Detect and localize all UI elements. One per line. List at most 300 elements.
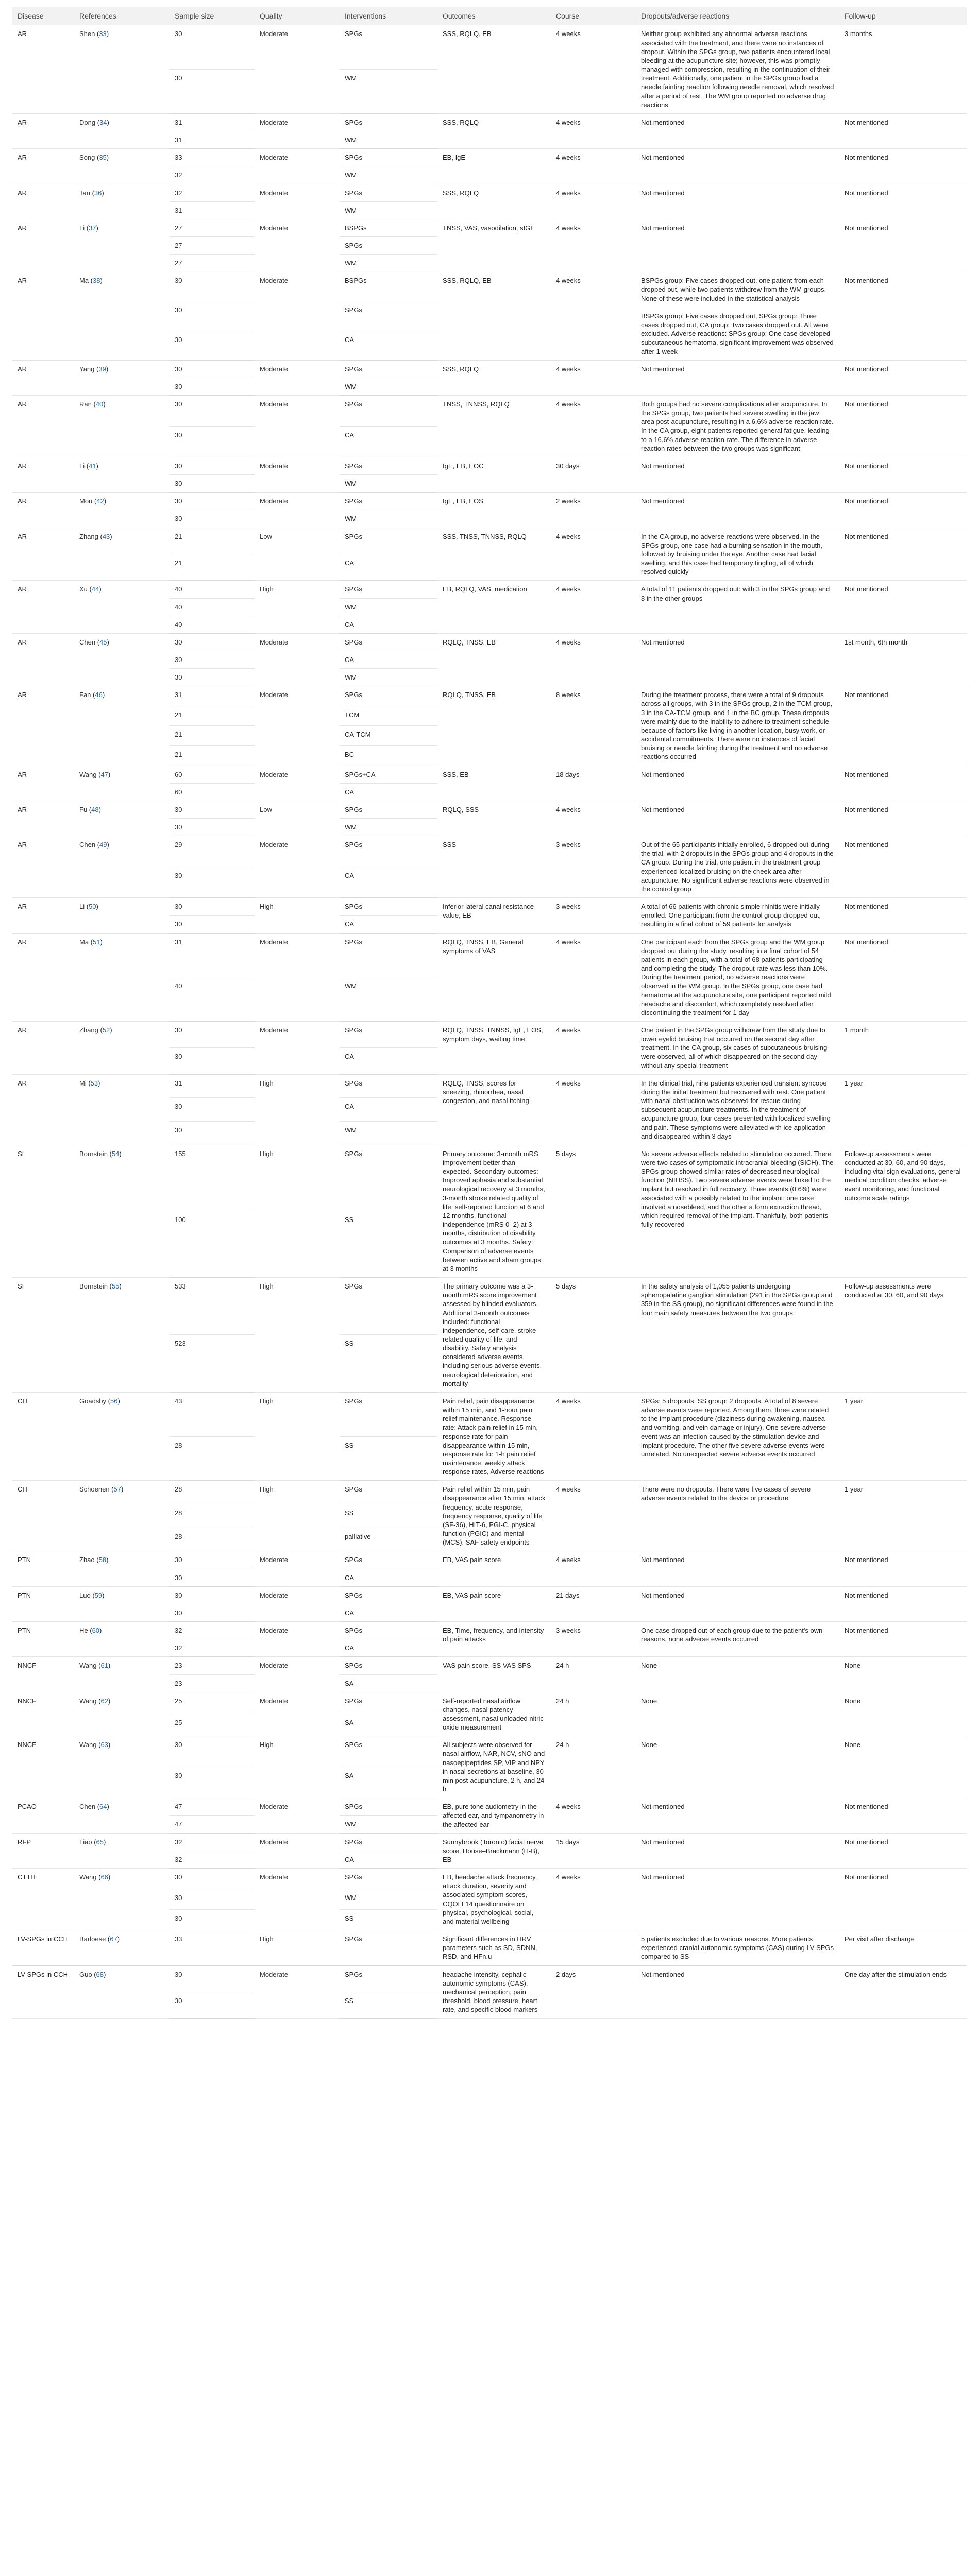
reference-link[interactable]: 33 [99, 30, 107, 38]
cell-sample-size: 21 [170, 554, 255, 580]
cell-course: 5 days [551, 1278, 636, 1393]
reference-author: Li [79, 903, 85, 911]
cell-outcomes: SSS, TNSS, TNNSS, RQLQ [437, 528, 551, 581]
cell-sample-size: 30 [170, 633, 255, 651]
cell-follow-up: Not mentioned [839, 1833, 967, 1868]
cell-outcomes: Pain relief within 15 min, pain disappearance after 15 min, attack frequency, acute response, frequency response, quality of life (SF-36), HIT-6, PGI-C, physical function (PGIC) and mental (MCS), SAF safety endpoints [437, 1481, 551, 1551]
cell-outcomes: SSS, EB [437, 766, 551, 801]
reference-author: Li [79, 224, 85, 232]
cell-reference: Chen (64) [74, 1798, 170, 1833]
reference-link[interactable]: 59 [94, 1591, 103, 1599]
cell-sample-size: 23 [170, 1674, 255, 1692]
cell-reference: Schoenen (57) [74, 1481, 170, 1551]
cell-sample-size: 33 [170, 149, 255, 166]
cell-dropouts: In the CA group, no adverse reactions were observed. In the SPGs group, one case had a burning sensation in the mouth, followed by bruising under the eye. Another case had facial swelling, and this case had temporary tingling, all of which resolved quickly [636, 528, 839, 581]
cell-outcomes: EB, pure tone audiometry in the affected ear, and tympanometry in the affected ear [437, 1798, 551, 1833]
cell-disease: CH [12, 1392, 74, 1480]
cell-disease: NNCF [12, 1736, 74, 1798]
cell-intervention: SS [340, 1436, 437, 1481]
cell-reference: Ma (38) [74, 272, 170, 360]
reference-author: Wang [79, 1873, 97, 1882]
cell-follow-up: None [839, 1692, 967, 1736]
reference-link[interactable]: 34 [99, 118, 107, 126]
cell-reference: Zhang (52) [74, 1021, 170, 1074]
cell-sample-size: 30 [170, 916, 255, 933]
cell-follow-up: 1 month [839, 1021, 967, 1074]
cell-disease: AR [12, 686, 74, 766]
cell-disease: AR [12, 457, 74, 492]
cell-outcomes: TNSS, TNNSS, RQLQ [437, 396, 551, 457]
cell-reference: Li (41) [74, 457, 170, 492]
cell-intervention: WM [340, 669, 437, 686]
header-references: References [74, 7, 170, 25]
cell-sample-size: 25 [170, 1714, 255, 1736]
cell-sample-size: 30 [170, 867, 255, 898]
cell-quality: Moderate [255, 113, 340, 148]
cell-sample-size: 33 [170, 1930, 255, 1965]
reference-link[interactable]: 58 [98, 1556, 107, 1564]
table-row [12, 766, 967, 783]
cell-sample-size: 30 [170, 1992, 255, 2018]
cell-disease: AR [12, 836, 74, 898]
cell-course: 4 weeks [551, 272, 636, 360]
cell-intervention: CA [340, 783, 437, 801]
cell-sample-size: 47 [170, 1816, 255, 1833]
cell-reference: Luo (59) [74, 1586, 170, 1621]
cell-intervention: WM [340, 70, 437, 114]
cell-course: 30 days [551, 457, 636, 492]
cell-quality: Moderate [255, 633, 340, 686]
reference-link[interactable]: 60 [92, 1626, 100, 1635]
cell-intervention: CA [340, 1098, 437, 1122]
cell-outcomes: The primary outcome was a 3-month mRS score improvement assessed by blinded evaluators. Additional 3-month outcomes included: functional independence, self-care, stroke-related quality of life, and disability. Safety analysis considered adverse events, including serious adverse events, neurological deterioration, and mortality [437, 1278, 551, 1393]
cell-intervention: CA [340, 916, 437, 933]
cell-follow-up: Not mentioned [839, 1869, 967, 1930]
cell-disease: LV-SPGs in CCH [12, 1930, 74, 1965]
reference-link[interactable]: 52 [102, 1026, 110, 1034]
cell-dropouts: None [636, 1692, 839, 1736]
cell-outcomes: TNSS, VAS, vasodilation, sIGE [437, 219, 551, 272]
reference-author: Mou [79, 497, 93, 505]
cell-sample-size: 30 [170, 272, 255, 301]
reference-link[interactable]: 63 [100, 1741, 108, 1749]
cell-sample-size: 47 [170, 1798, 255, 1816]
cell-dropouts: Not mentioned [636, 1798, 839, 1833]
cell-outcomes: RQLQ, TNSS, TNNSS, IgE, EOS, symptom days, waiting time [437, 1021, 551, 1074]
cell-disease: AR [12, 898, 74, 933]
cell-disease: NNCF [12, 1657, 74, 1692]
cell-quality: Moderate [255, 25, 340, 113]
cell-intervention: SPGs [340, 493, 437, 510]
cell-sample-size: 30 [170, 1586, 255, 1604]
cell-disease: PTN [12, 1622, 74, 1657]
cell-reference: Fan (46) [74, 686, 170, 766]
cell-intervention: SA [340, 1714, 437, 1736]
cell-intervention: SPGs [340, 1278, 437, 1335]
cell-follow-up: Not mentioned [839, 1551, 967, 1586]
cell-dropouts: Both groups had no severe complications after acupuncture. In the SPGs group, two patients had severe swelling in the jaw area post-acupuncture, resulting in a 6.6% adverse reaction rate. In the CA group, eight patients reported general fatigue, leading to a 16.6% adverse reaction rate. The difference in adverse reaction rates between the two groups was significant [636, 396, 839, 457]
cell-disease: NNCF [12, 1692, 74, 1736]
reference-link[interactable]: 43 [102, 532, 110, 540]
cell-dropouts: BSPGs group: Five cases dropped out, one patient from each dropped out, while two patients withdrew from the WM groups. None of these were included in the statistical analysis BSPGs group: Five cases dropped out, SPGs group: Three cases dropped out, CA group: Two cases dropped out. All were excluded. Adverse reactions: SPGs group: One case developed subcutaneous hematoma, significant improvement was observed after 1 week [636, 272, 839, 360]
cell-course: 4 weeks [551, 396, 636, 457]
cell-reference: Wang (66) [74, 1869, 170, 1930]
cell-reference: Liao (65) [74, 1833, 170, 1868]
cell-sample-size: 40 [170, 977, 255, 1022]
cell-reference: Song (35) [74, 149, 170, 184]
table-row [12, 1551, 967, 1569]
cell-intervention: SS [340, 1335, 437, 1392]
cell-sample-size: 100 [170, 1211, 255, 1278]
cell-dropouts: Not mentioned [636, 457, 839, 492]
cell-sample-size: 30 [170, 1965, 255, 1992]
reference-link[interactable]: 47 [100, 770, 108, 778]
cell-sample-size: 30 [170, 898, 255, 916]
reference-link[interactable]: 65 [96, 1838, 104, 1846]
cell-outcomes: VAS pain score, SS VAS SPS [437, 1657, 551, 1692]
cell-course [551, 1930, 636, 1965]
reference-link[interactable]: 51 [93, 938, 100, 946]
cell-follow-up: Not mentioned [839, 457, 967, 492]
cell-intervention: CA [340, 1604, 437, 1621]
cell-quality: Moderate [255, 1869, 340, 1930]
cell-intervention: SPGs [340, 898, 437, 916]
cell-dropouts: Not mentioned [636, 1869, 839, 1930]
cell-reference: Shen (33) [74, 25, 170, 113]
cell-course: 3 weeks [551, 836, 636, 898]
cell-intervention: BC [340, 745, 437, 766]
cell-intervention: CA [340, 1639, 437, 1657]
reference-link[interactable]: 46 [95, 691, 103, 699]
cell-reference: Wang (47) [74, 766, 170, 801]
reference-link[interactable]: 50 [89, 903, 96, 911]
cell-follow-up: Not mentioned [839, 1586, 967, 1621]
cell-reference: Chen (49) [74, 836, 170, 898]
cell-intervention: SPGs [340, 1021, 437, 1047]
cell-reference: Ran (40) [74, 396, 170, 457]
cell-quality: Low [255, 528, 340, 581]
cell-sample-size: 30 [170, 25, 255, 70]
reference-link[interactable]: 56 [110, 1397, 118, 1405]
reference-author: Chen [79, 1803, 96, 1811]
cell-outcomes: EB, VAS pain score [437, 1586, 551, 1621]
cell-sample-size: 155 [170, 1145, 255, 1211]
cell-dropouts: Not mentioned [636, 801, 839, 836]
cell-sample-size: 30 [170, 1569, 255, 1586]
cell-follow-up: Not mentioned [839, 493, 967, 528]
cell-sample-size: 30 [170, 396, 255, 427]
cell-follow-up: Follow-up assessments were conducted at 30, 60, and 90 days [839, 1278, 967, 1393]
cell-course: 2 days [551, 1965, 636, 2019]
cell-reference: Zhao (58) [74, 1551, 170, 1586]
cell-quality: Moderate [255, 1622, 340, 1657]
cell-intervention: SA [340, 1674, 437, 1692]
cell-course: 4 weeks [551, 25, 636, 113]
table-row [12, 898, 967, 916]
cell-sample-size: 32 [170, 1833, 255, 1851]
cell-intervention: SPGs [340, 686, 437, 706]
cell-course: 4 weeks [551, 149, 636, 184]
cell-dropouts: Not mentioned [636, 219, 839, 272]
cell-dropouts: One case dropped out of each group due to the patient's own reasons, none adverse events occurred [636, 1622, 839, 1657]
cell-intervention: CA [340, 554, 437, 580]
cell-sample-size: 523 [170, 1335, 255, 1392]
reference-link[interactable]: 64 [99, 1803, 107, 1811]
cell-follow-up: 3 months [839, 25, 967, 113]
cell-sample-size: 27 [170, 219, 255, 236]
reference-link[interactable]: 41 [89, 462, 96, 470]
reference-link[interactable]: 68 [96, 1970, 104, 1978]
cell-intervention: SPGs [340, 801, 437, 818]
cell-course: 4 weeks [551, 1481, 636, 1551]
cell-dropouts: One participant each from the SPGs group and the WM group dropped out during the study, resulting in a final cohort of 54 patients in each group, with a total of 68 patients participating and completing the study. The dropout rate was less than 10%. During the treatment period, no adverse reactions were observed in the WM group. In the SPGs group, one case had hematoma at the acupuncture site, one participant reported mild headache and discomfort, which completely resolved after discontinuing the treatment for 1 day [636, 933, 839, 1021]
cell-intervention: WM [340, 255, 437, 272]
cell-sample-size: 30 [170, 1048, 255, 1074]
cell-quality: Moderate [255, 272, 340, 360]
reference-link[interactable]: 39 [98, 365, 106, 373]
cell-sample-size: 30 [170, 301, 255, 331]
cell-outcomes: SSS [437, 836, 551, 898]
cell-reference: Tan (36) [74, 184, 170, 219]
table-row [12, 633, 967, 651]
cell-intervention: SPGs [340, 457, 437, 474]
table-row [12, 1622, 967, 1639]
reference-link[interactable]: 62 [100, 1697, 108, 1705]
cell-reference: Ma (51) [74, 933, 170, 1021]
cell-dropouts: One patient in the SPGs group withdrew from the study due to lower eyelid bruising that occurred on the second day after treatment. In the CA group, six cases of subcutaneous bruising were observed, all of which disappeared on the second day without any special treatment [636, 1021, 839, 1074]
cell-sample-size: 30 [170, 426, 255, 457]
reference-author: Liao [79, 1838, 92, 1846]
cell-sample-size: 32 [170, 1639, 255, 1657]
cell-sample-size: 30 [170, 493, 255, 510]
cell-quality: Moderate [255, 1798, 340, 1833]
cell-disease: AR [12, 149, 74, 184]
reference-link[interactable]: 66 [100, 1873, 108, 1882]
table-row [12, 686, 967, 706]
cell-outcomes: Significant differences in HRV parameters such as SD, SDNN, RSD, and HFn.u [437, 1930, 551, 1965]
cell-sample-size: 30 [170, 1869, 255, 1889]
cell-disease: AR [12, 493, 74, 528]
cell-intervention: WM [340, 201, 437, 219]
cell-intervention: SPGs [340, 1586, 437, 1604]
cell-follow-up: One day after the stimulation ends [839, 1965, 967, 2019]
cell-dropouts: Not mentioned [636, 1965, 839, 2019]
cell-disease: AR [12, 633, 74, 686]
table-row [12, 528, 967, 554]
cell-disease: AR [12, 272, 74, 360]
reference-author: Li [79, 462, 85, 470]
cell-sample-size: 30 [170, 1021, 255, 1047]
cell-reference: Chen (45) [74, 633, 170, 686]
cell-disease: AR [12, 933, 74, 1021]
cell-follow-up: Not mentioned [839, 149, 967, 184]
reference-link[interactable]: 48 [91, 805, 99, 814]
cell-intervention: SPGs [340, 1622, 437, 1639]
cell-sample-size: 40 [170, 581, 255, 598]
table-row [12, 1278, 967, 1335]
cell-intervention: SS [340, 1992, 437, 2018]
cell-dropouts: Not mentioned [636, 149, 839, 184]
cell-intervention: SPGs [340, 1481, 437, 1504]
cell-sample-size: 27 [170, 236, 255, 254]
cell-sample-size: 533 [170, 1278, 255, 1335]
cell-outcomes: EB, IgE [437, 149, 551, 184]
cell-outcomes: EB, headache attack frequency, attack duration, severity and associated symptom scores, CQOLI 14 questionnaire on physical, psychological, social, and material wellbeing [437, 1869, 551, 1930]
cell-intervention: CA [340, 426, 437, 457]
table-row [12, 184, 967, 201]
reference-link[interactable]: 53 [90, 1079, 98, 1087]
cell-quality: Moderate [255, 1692, 340, 1736]
cell-follow-up: Not mentioned [839, 1798, 967, 1833]
reference-author: Dong [79, 118, 96, 126]
cell-reference: Bornstein (54) [74, 1145, 170, 1277]
cell-dropouts: A total of 11 patients dropped out: with 3 in the SPGs group and 8 in the other groups [636, 581, 839, 633]
table-row [12, 1145, 967, 1211]
reference-link[interactable]: 57 [113, 1485, 121, 1494]
cell-outcomes: Sunnybrook (Toronto) facial nerve score, House–Brackmann (H-B), EB [437, 1833, 551, 1868]
reference-author: Fu [79, 805, 88, 814]
cell-disease: AR [12, 396, 74, 457]
cell-sample-size: 40 [170, 598, 255, 616]
cell-sample-size: 31 [170, 1074, 255, 1098]
header-sample-size: Sample size [170, 7, 255, 25]
cell-quality: High [255, 1074, 340, 1145]
cell-quality: Moderate [255, 396, 340, 457]
cell-outcomes: All subjects were observed for nasal airflow, NAR, NCV, sNO and nasoepipeptides SP, VIP and NPY in nasal secretions at baseline, 30 min post-acupuncture, 2 h, and 24 h [437, 1736, 551, 1798]
cell-course: 4 weeks [551, 1551, 636, 1586]
cell-reference: Wang (62) [74, 1692, 170, 1736]
studies-table [12, 7, 967, 2019]
reference-author: Schoenen [79, 1485, 110, 1494]
cell-reference: Guo (68) [74, 1965, 170, 2019]
cell-follow-up: Not mentioned [839, 113, 967, 148]
cell-course: 15 days [551, 1833, 636, 1868]
reference-link[interactable]: 49 [99, 841, 107, 849]
cell-disease: AR [12, 801, 74, 836]
cell-outcomes: RQLQ, TNSS, EB, General symptoms of VAS [437, 933, 551, 1021]
cell-disease: AR [12, 1021, 74, 1074]
cell-dropouts: Neither group exhibited any abnormal adverse reactions associated with the treatment, and there were no instances of dropout. Within the SPGs group, two patients encountered local bleeding at the acupuncture site; however, this was promptly managed with compression, resulting in the continuation of their treatment. Additionally, one patient in the SPGs group had a needle fainting reaction following needle removal, which resolved after a period of rest. The WM group reported no adverse drug reactions [636, 25, 839, 113]
cell-intervention: SPGs [340, 633, 437, 651]
cell-dropouts: In the safety analysis of 1,055 patients undergoing sphenopalatine ganglion stimulation (291 in the SPGs group and 359 in the SS group), no significant differences were found in the four main safety measures between the two groups [636, 1278, 839, 1393]
reference-link[interactable]: 35 [99, 154, 107, 162]
cell-quality: Moderate [255, 457, 340, 492]
table-row [12, 219, 967, 236]
reference-link[interactable]: 36 [94, 189, 102, 197]
cell-quality: High [255, 1736, 340, 1798]
reference-link[interactable]: 42 [96, 497, 104, 505]
cell-quality: Moderate [255, 1021, 340, 1074]
cell-intervention: SPGs [340, 149, 437, 166]
cell-dropouts: SPGs: 5 dropouts; SS group: 2 dropouts. A total of 8 severe adverse events were reported. Among them, three were related to the implant procedure (dizziness during awakening, nausea and vomiting, and vein damage or injury). One severe adverse event was an infection caused by the stimulation device and implant procedure. The other five severe adverse events were unrelated. No unexpected severe adverse events occurred [636, 1392, 839, 1480]
cell-course: 5 days [551, 1145, 636, 1277]
table-row [12, 933, 967, 977]
cell-sample-size: 30 [170, 801, 255, 818]
cell-intervention: CA [340, 867, 437, 898]
cell-follow-up: None [839, 1657, 967, 1692]
cell-intervention: SPGs [340, 1798, 437, 1816]
cell-follow-up: 1 year [839, 1481, 967, 1551]
cell-intervention: WM [340, 1816, 437, 1833]
cell-follow-up: Not mentioned [839, 686, 967, 766]
reference-author: Barloese [79, 1935, 106, 1943]
cell-quality: Moderate [255, 933, 340, 1021]
cell-disease: AR [12, 1074, 74, 1145]
header-follow-up: Follow-up [839, 7, 967, 25]
cell-sample-size: 30 [170, 1736, 255, 1767]
reference-author: Wang [79, 770, 97, 778]
reference-link[interactable]: 61 [100, 1662, 108, 1670]
cell-sample-size: 60 [170, 783, 255, 801]
cell-sample-size: 30 [170, 1122, 255, 1145]
cell-sample-size: 31 [170, 113, 255, 131]
cell-follow-up: Not mentioned [839, 766, 967, 801]
cell-sample-size: 21 [170, 706, 255, 726]
cell-course: 4 weeks [551, 581, 636, 633]
reference-link[interactable]: 55 [111, 1282, 120, 1291]
cell-follow-up: Not mentioned [839, 933, 967, 1021]
reference-author: Zhao [79, 1556, 95, 1564]
table-row [12, 396, 967, 427]
reference-link[interactable]: 37 [89, 224, 96, 232]
cell-sample-size: 27 [170, 255, 255, 272]
reference-link[interactable]: 67 [110, 1935, 117, 1943]
cell-quality: High [255, 1930, 340, 1965]
cell-intervention: SPGs [340, 1657, 437, 1674]
cell-intervention: SPGs [340, 836, 437, 867]
cell-course: 4 weeks [551, 801, 636, 836]
table-row [12, 801, 967, 818]
table-row [12, 1074, 967, 1098]
header-outcomes: Outcomes [437, 7, 551, 25]
reference-link[interactable]: 45 [99, 638, 107, 646]
reference-author: Ma [79, 938, 89, 946]
table-row [12, 1692, 967, 1714]
cell-reference: Dong (34) [74, 113, 170, 148]
cell-intervention: CA-TCM [340, 726, 437, 746]
table-header-row [12, 7, 967, 25]
cell-sample-size: 30 [170, 331, 255, 360]
header-interventions: Interventions [340, 7, 437, 25]
cell-dropouts: Not mentioned [636, 633, 839, 686]
cell-sample-size: 30 [170, 1889, 255, 1910]
cell-follow-up: Not mentioned [839, 219, 967, 272]
cell-quality: Moderate [255, 184, 340, 219]
cell-dropouts: Not mentioned [636, 766, 839, 801]
reference-author: Song [79, 154, 95, 162]
cell-follow-up: Not mentioned [839, 1622, 967, 1657]
cell-intervention: SS [340, 1211, 437, 1278]
cell-sample-size: 21 [170, 528, 255, 554]
cell-quality: Moderate [255, 686, 340, 766]
table-row [12, 581, 967, 598]
cell-intervention: SPGs [340, 1930, 437, 1965]
cell-intervention: WM [340, 131, 437, 149]
reference-link[interactable]: 44 [91, 585, 99, 594]
cell-sample-size: 40 [170, 616, 255, 633]
cell-intervention: SPGs [340, 1692, 437, 1714]
cell-sample-size: 30 [170, 475, 255, 493]
cell-dropouts: During the treatment process, there were a total of 9 dropouts across all groups, with 3 in the SPGs group, 2 in the TCM group, 3 in the CA-TCM group, and 1 in the BC group. These dropouts were mainly due to the inability to adhere to treatment schedule because of factors like living in another location, busy work, or accidental commitments. There were no instances of facial bruising or needle fainting during the treatment and no adverse reactions occurred [636, 686, 839, 766]
reference-link[interactable]: 54 [111, 1149, 120, 1158]
cell-quality: High [255, 1481, 340, 1551]
cell-disease: SI [12, 1278, 74, 1393]
cell-quality: High [255, 1145, 340, 1277]
reference-link[interactable]: 40 [95, 400, 104, 408]
reference-link[interactable]: 38 [93, 277, 100, 285]
cell-intervention: SPGs [340, 113, 437, 131]
cell-dropouts: None [636, 1736, 839, 1798]
